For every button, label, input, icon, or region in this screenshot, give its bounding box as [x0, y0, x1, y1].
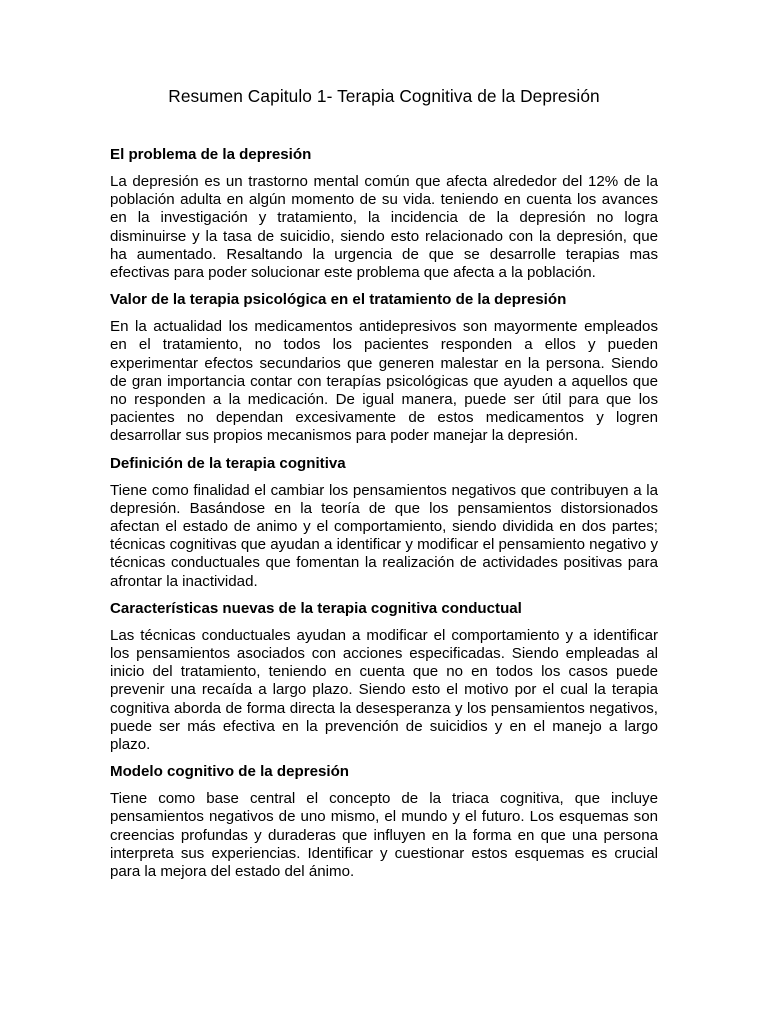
section-problema-depresion [110, 146, 658, 282]
section-heading: Valor de la terapia psicológica en el tratamiento de la depresión [110, 291, 567, 309]
section-definicion-terapia [110, 455, 658, 591]
section-heading: Modelo cognitivo de la depresión [110, 763, 350, 781]
section-body: En la actualidad los medicamentos antidepresivos son mayormente empleados en el tratamiento, no todos los pacientes responden a ellos y pueden experimentar efectos secundarios que generen malestar en la persona. Siendo de gran importancia contar con terapías psicológicas que ayuden a aquellos que no responden a la medicación. De igual manera, puede ser útil para que los pacientes no dependan excesivamente de estos medicamentos y logren desarrollar sus propios mecanismos para poder manejar la depresión. [110, 318, 658, 445]
section-heading: Definición de la terapia cognitiva [110, 454, 346, 472]
document-title: Resumen Capitulo 1- Terapia Cognitiva de la Depresión [168, 86, 600, 106]
section-body: Las técnicas conductuales ayudan a modificar el comportamiento y a identificar los pensamientos asociados con acciones especificadas. Siendo empleadas al inicio del tratamiento, teniendo en cuenta que no en todos los casos puede prevenir una recaída a largo plazo. Siendo esto el motivo por el cual la terapia cognitiva aborda de forma directa la desesperanza y los pensamientos negativos, puede ser más efectiva en la prevención de suicidios y en el manejo a largo plazo. [110, 626, 658, 754]
section-heading: El problema de la depresión [110, 146, 312, 163]
section-body: La depresión es un trastorno mental común que afecta alrededor del 12% de la población adulta en algún momento de su vida. teniendo en cuenta los avances en la investigación y tratamiento, la incidencia de la depresión no logra disminuirse y la tasa de suicidio, siendo esto relacionado con la depresión, que ha aumentado. Resaltando la urgencia de que se desarrolle terapias mas efectivas para poder solucionar este problema que afecta a la población. [110, 173, 658, 282]
section-heading: Características nuevas de la terapia cognitiva conductual [110, 599, 522, 617]
section-modelo-cognitivo [110, 763, 658, 881]
section-body: Tiene como base central el concepto de la triaca cognitiva, que incluye pensamientos negativos de uno mismo, el mundo y el futuro. Los esquemas son creencias profundas y duraderas que influyen en la forma en que una persona interpreta sus experiencias. Identificar y cuestionar estos esquemas es crucial para la mejora del estado del ánimo. [110, 790, 658, 881]
section-valor-terapia [110, 291, 658, 445]
section-caracteristicas-nuevas [110, 600, 658, 754]
section-body: Tiene como finalidad el cambiar los pensamientos negativos que contribuyen a la depresión. Basándose en la teoría de que los pensamientos distorsionados afectan el estado de animo y el comportamiento, siendo dividida en dos partes; técnicas cognitivas que ayudan a identificar y modificar el pensamiento negativo y técnicas conductuales que fomentan la realización de actividades positivas para afrontar la inactividad. [110, 481, 658, 590]
